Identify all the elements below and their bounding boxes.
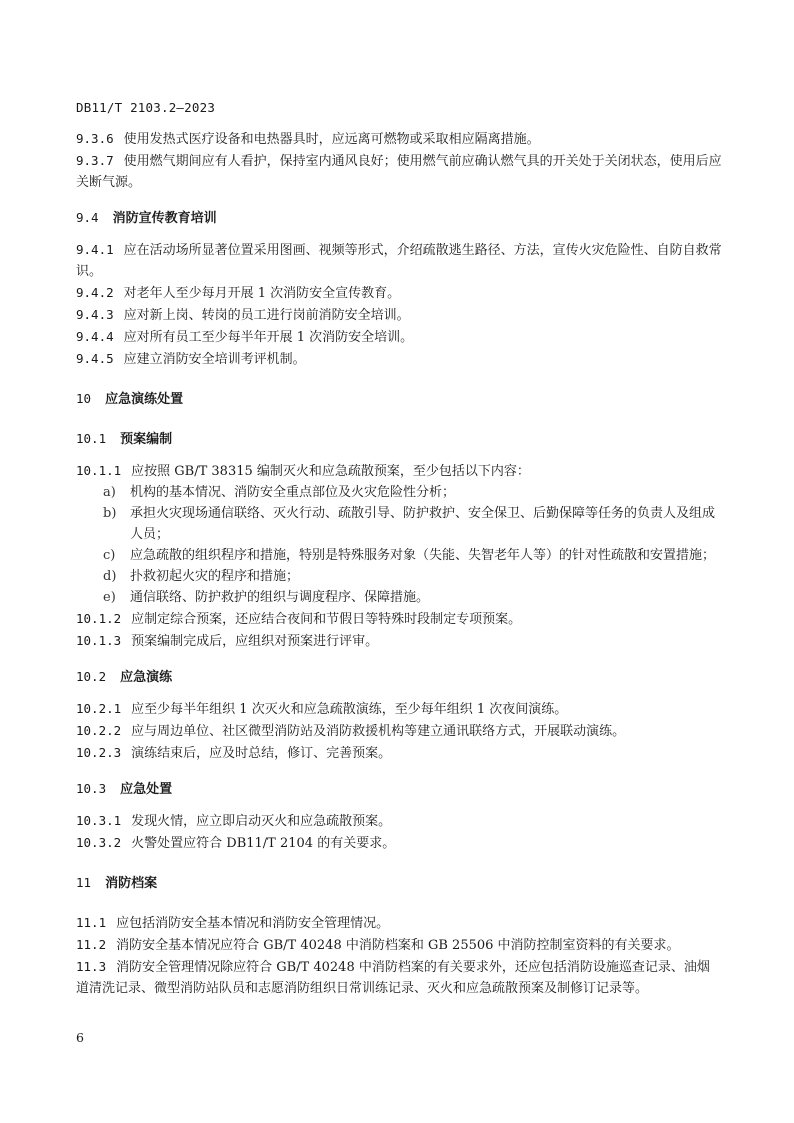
clause-number: 10.1.2	[76, 611, 122, 626]
clause-9-4-1	[76, 239, 722, 282]
list-marker: b)	[103, 506, 117, 521]
clause-text: 发现火情，应立即启动灭火和应急疏散预案。	[131, 814, 392, 829]
clause-text: 对老年人至少每月开展 1 次消防安全宣传教育。	[123, 286, 401, 301]
list-text: 应急疏散的组织程序和措施，特别是特殊服务对象（失能、失智老年人等）的针对性疏散和安置措施；	[130, 548, 716, 563]
clause-number: 11.1	[76, 915, 107, 930]
clause-text: 应至少每半年组织 1 次灭火和应急疏散演练，至少每年组织 1 次夜间演练。	[131, 702, 568, 717]
clause-10-2-2	[76, 720, 722, 742]
heading-title: 应急演练处置	[105, 392, 184, 407]
clause-number: 10.2.3	[76, 745, 122, 760]
clause-number: 9.3.6	[76, 131, 114, 146]
clause-text: 应建立消防安全培训考评机制。	[123, 352, 306, 367]
clause-number: 10.3.1	[76, 813, 122, 828]
clause-number: 9.4.3	[76, 307, 114, 322]
clause-10-1-2	[76, 608, 722, 630]
heading-10-2	[76, 666, 722, 688]
clause-text: 应包括消防安全基本情况和消防安全管理情况。	[116, 916, 390, 931]
clause-10-3-2	[76, 832, 722, 854]
list-item	[76, 503, 722, 545]
heading-11	[76, 872, 722, 894]
clause-10-2-3	[76, 742, 722, 764]
clause-text: 使用燃气期间应有人看护，保持室内通风良好；使用燃气前应确认燃气具的开关处于关闭状态，使用后应关断气源。	[76, 154, 722, 190]
clause-11-1	[76, 912, 722, 934]
list-text: 承担火灾现场通信联络、灭火行动、疏散引导、防护救护、安全保卫、后勤保障等任务的负责人及组成人员；	[130, 506, 716, 542]
heading-number: 10.3	[76, 781, 107, 796]
list-item	[76, 566, 722, 587]
list-text: 通信联络、防护救护的组织与调度程序、保障措施。	[130, 590, 430, 605]
clause-number: 9.4.2	[76, 285, 114, 300]
clause-number: 9.4.5	[76, 351, 114, 366]
clause-9-4-4	[76, 326, 722, 348]
clause-number: 9.4.4	[76, 329, 114, 344]
heading-10	[76, 388, 722, 410]
heading-10-3	[76, 778, 722, 800]
clause-text: 应与周边单位、社区微型消防站及消防救援机构等建立通讯联络方式，开展联动演练。	[131, 724, 626, 739]
heading-title: 应急演练	[120, 670, 173, 685]
clause-10-1-3	[76, 630, 722, 652]
heading-9-4	[76, 207, 722, 229]
clause-number: 10.1.3	[76, 633, 122, 648]
clause-text: 消防安全管理情况除应符合 GB/T 40248 中消防档案的有关要求外，还应包括消防设施巡查记录、油烟道清洗记录、微型消防站队员和志愿消防组织日常训练记录、灭火和应急疏散预案及制修订记录等。	[76, 960, 710, 996]
clause-10-3-1	[76, 810, 722, 832]
clause-11-2	[76, 934, 722, 956]
clause-9-4-5	[76, 348, 722, 370]
clause-10-2-1	[76, 698, 722, 720]
list-marker: c)	[103, 548, 116, 563]
clause-number: 9.4.1	[76, 242, 114, 257]
clause-text: 使用发热式医疗设备和电热器具时，应远离可燃物或采取相应隔离措施。	[123, 132, 540, 147]
clause-9-3-6	[76, 128, 722, 150]
clause-9-3-7	[76, 150, 722, 193]
heading-number: 11	[76, 875, 92, 890]
list-marker: d)	[103, 569, 117, 584]
clause-number: 10.2.1	[76, 701, 122, 716]
clause-11-3	[76, 956, 722, 999]
clause-text: 预案编制完成后，应组织对预案进行评审。	[131, 634, 379, 649]
heading-title: 消防宣传教育培训	[112, 211, 217, 226]
clause-9-4-3	[76, 304, 722, 326]
heading-number: 9.4	[76, 210, 99, 225]
document-body	[76, 128, 722, 999]
list-text: 扑救初起火灾的程序和措施；	[130, 569, 300, 584]
clause-text: 火警处置应符合 DB11/T 2104 的有关要求。	[131, 836, 396, 851]
clause-number: 10.2.2	[76, 723, 122, 738]
clause-text: 应按照 GB/T 38315 编制灭火和应急疏散预案，至少包括以下内容：	[131, 464, 530, 479]
clause-text: 应对所有员工至少每半年开展 1 次消防安全培训。	[123, 330, 414, 345]
clause-number: 11.3	[76, 959, 107, 974]
list-marker: a)	[103, 485, 116, 500]
list-item	[76, 545, 722, 566]
heading-number: 10.1	[76, 431, 107, 446]
clause-text: 应对新上岗、转岗的员工进行岗前消防安全培训。	[123, 308, 410, 323]
heading-10-1	[76, 428, 722, 450]
clause-text: 演练结束后，应及时总结，修订、完善预案。	[131, 746, 392, 761]
list-marker: e)	[103, 590, 116, 605]
clause-10-1-1	[76, 460, 722, 482]
heading-title: 消防档案	[105, 876, 158, 891]
clause-text: 应在活动场所显著位置采用图画、视频等形式，介绍疏散逃生路径、方法，宣传火灾危险性、自防自救常识。	[76, 243, 722, 279]
clause-text: 应制定综合预案，还应结合夜间和节假日等特殊时段制定专项预案。	[131, 612, 522, 627]
clause-number: 9.3.7	[76, 153, 114, 168]
clause-text: 消防安全基本情况应符合 GB/T 40248 中消防档案和 GB 25506 中消防控制室资料的有关要求。	[116, 938, 680, 953]
heading-title: 应急处置	[120, 782, 173, 797]
heading-title: 预案编制	[120, 432, 173, 447]
list-text: 机构的基本情况、消防安全重点部位及火灾危险性分析；	[130, 485, 456, 500]
standard-id: DB11/T 2103.2—2023	[76, 100, 216, 115]
clause-number: 10.3.2	[76, 835, 122, 850]
list-item	[76, 482, 722, 503]
clause-number: 10.1.1	[76, 463, 122, 478]
heading-number: 10.2	[76, 669, 107, 684]
clause-9-4-2	[76, 282, 722, 304]
page-number: 6	[76, 1030, 84, 1045]
clause-number: 11.2	[76, 937, 107, 952]
heading-number: 10	[76, 391, 92, 406]
list-item	[76, 587, 722, 608]
